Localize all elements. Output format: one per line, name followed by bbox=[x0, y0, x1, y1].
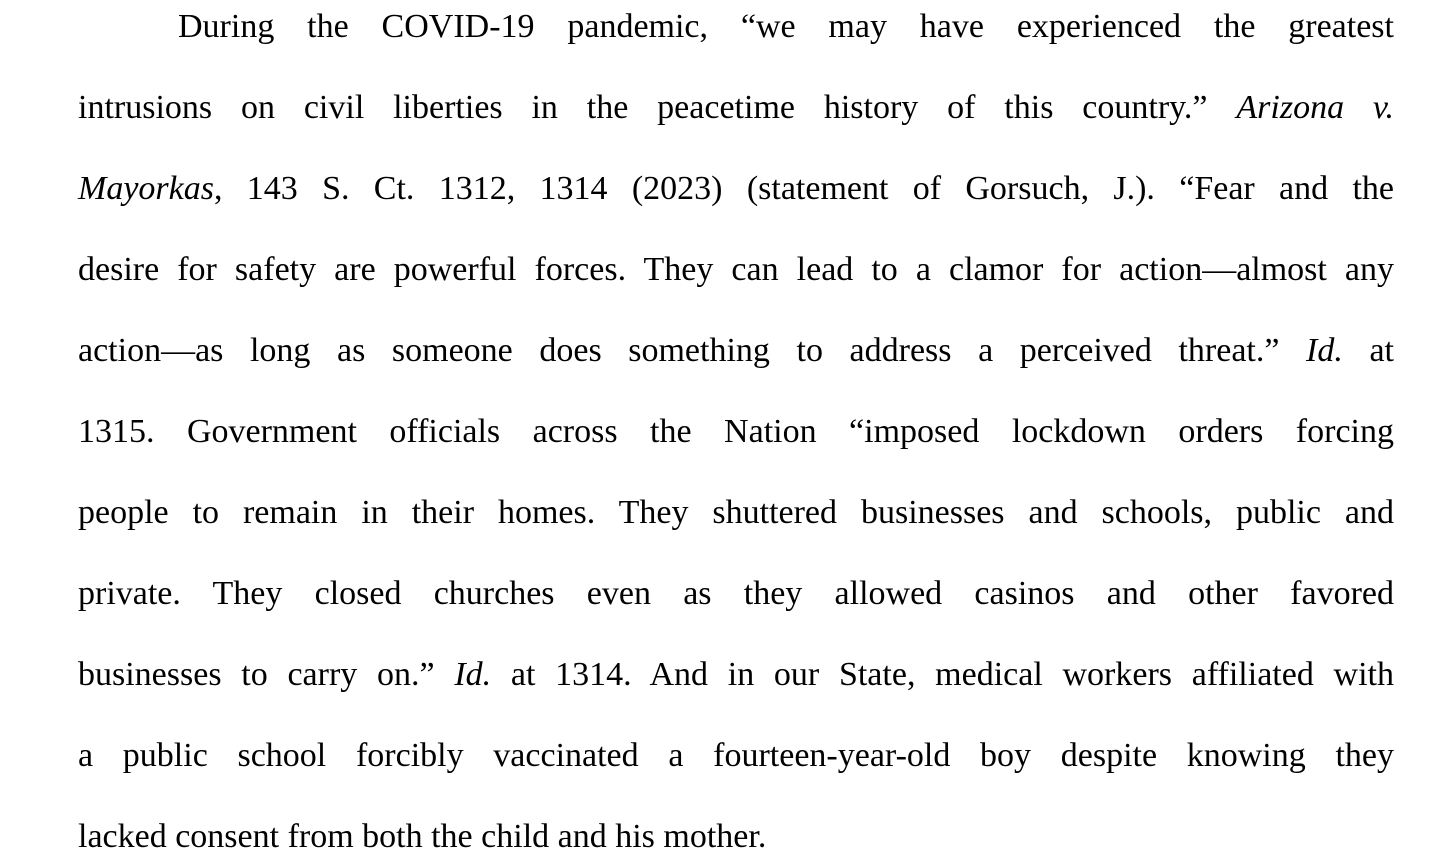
paragraph-line bbox=[78, 488, 1394, 538]
case-name-italic: Mayorkas bbox=[78, 170, 214, 207]
line-text: During the COVID-19 pandemic, “we may have experienced the greatest bbox=[178, 8, 1394, 45]
line-text: a public school forcibly vaccinated a fourteen-year-old boy despite knowing they bbox=[78, 737, 1394, 774]
line-text: desire for safety are powerful forces. They can lead to a clamor for action—almost any bbox=[78, 251, 1394, 288]
paragraph-line bbox=[178, 2, 1394, 52]
paragraph-line bbox=[78, 245, 1394, 295]
id-citation-italic: Id. bbox=[1306, 332, 1343, 369]
id-citation-italic: Id. bbox=[454, 656, 492, 693]
line-text: 1315. Government officials across the Nation “imposed lockdown orders forcing bbox=[78, 413, 1394, 450]
paragraph-line bbox=[78, 164, 1394, 214]
paragraph-line bbox=[78, 83, 1394, 133]
line-text: at bbox=[1342, 332, 1394, 369]
line-text: intrusions on civil liberties in the peacetime history of this country.” bbox=[78, 89, 1237, 126]
line-text: lacked consent from both the child and his mother. bbox=[78, 818, 767, 855]
paragraph-line bbox=[78, 326, 1394, 376]
line-text: people to remain in their homes. They shuttered businesses and schools, public and bbox=[78, 494, 1394, 531]
case-name-italic: Arizona v. bbox=[1236, 89, 1394, 126]
paragraph-line bbox=[78, 569, 1394, 619]
paragraph-line bbox=[78, 731, 1394, 781]
line-text: at 1314. And in our State, medical workers affiliated with bbox=[491, 656, 1394, 693]
paragraph-line bbox=[78, 650, 1394, 700]
line-text: private. They closed churches even as they allowed casinos and other favored bbox=[78, 575, 1394, 612]
line-text: action—as long as someone does something to address a perceived threat.” bbox=[78, 332, 1307, 369]
line-text: businesses to carry on.” bbox=[78, 656, 455, 693]
paragraph-line bbox=[78, 407, 1394, 457]
paragraph-line bbox=[78, 812, 1394, 862]
line-text: , 143 S. Ct. 1312, 1314 (2023) (statement of Gorsuch, J.). “Fear and the bbox=[213, 170, 1394, 207]
